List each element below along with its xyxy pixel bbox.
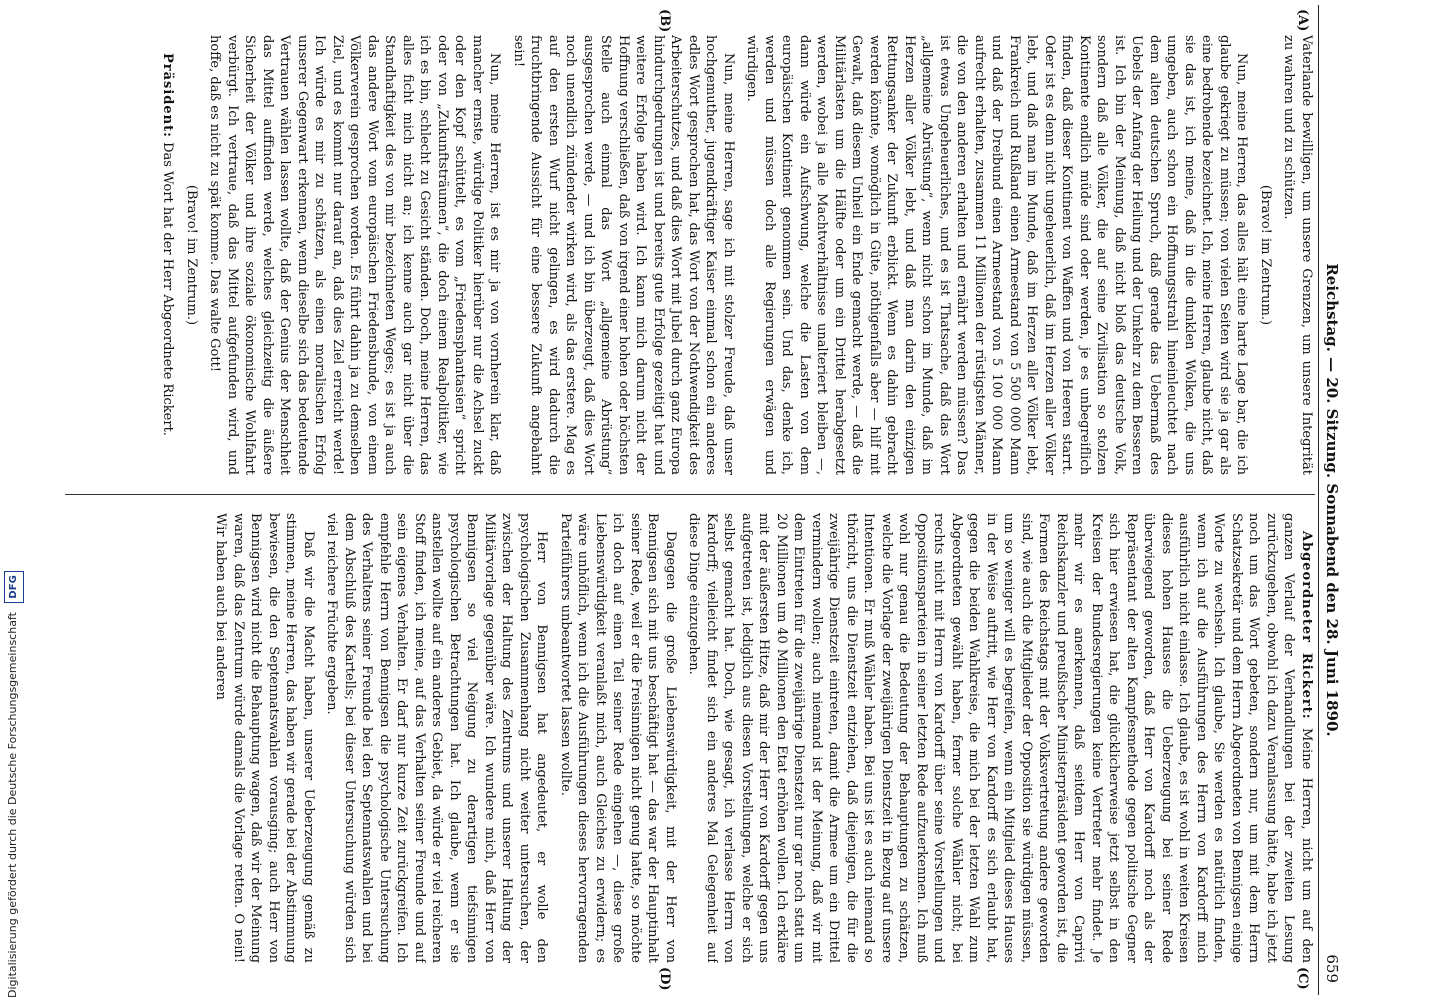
paragraph: Herr von Bennigsen hat angedeutet, er wolle den psychologischen Zusammenhang nicht weiter untersuchen, der zwischen der Haltung des Zentrums und unserer Haltung der Militärvorlage gegenüber wäre. Ich wundere mich, daß Herr von Bennigsen so viel Neigung zu derartigen tiefsinnigen psychologischen Betrachtungen hat. Ich glaube, wenn er sie anstellen wollte auf ein anderes Gebiet, da würde er viel reicheren Stoff finden, ich meine, auf das Verhalten seiner Freunde und auf sein eigenes Verhalten. Er darf nur kurze Zeit zurückgreifen. Ich empfehle Herrn von Bennigsen die psychologische Untersuchung des Verhaltens seiner Freunde bei den Septennatswahlen und bei dem Abschluß des Kartells; bei dieser Untersuchung würden sich viel reichere Früchte ergeben.: [324, 513, 550, 963]
margin-marker-b: (B): [657, 9, 672, 33]
paragraph: Nun, meine Herren, sage ich mit stolzer Freude, daß unser hochgemuther, jugendkräftiger Kaiser einmal schon ein anderes edles Wort gesprochen hat, das Wort von der Nothwendigkeit des Arbeiterschutzes, und daß dies Wort mit Jubel durch ganz Europa hindurchgedrungen ist und bereits gute Erfolge gezeitigt hat und weitere Erfolge haben wird. Ich kann mich darum nicht der Hoffnung verschließen, daß von irgend einer hohen oder höchsten Stelle auch einmal das Wort „allgemeine Abrüstung“ ausgesprochen werde, — und ich bin überzeugt, daß dies Wort noch unendlich zündender wirken wird, als das erstere. Mag es auf den ersten Wurf nicht gelingen, es wird dadurch die fruchtbringende Aussicht für eine bessere Zukunft angebahnt sein!: [511, 35, 736, 475]
page-header-title: Reichstag. — 20. Sitzung. Sonnabend den 28. Juni 1890.: [1323, 263, 1341, 737]
paragraph: Daß wir die Macht haben, unserer Ueberzeugung gemäß zu stimmen, meine Herren, das haben wir gerade bei der Abstimmung bewiesen, die den Septennatswahlen vorausging; auch Herr von Bennigsen wird nicht die Behauptung wagen, daß wir der Meinung waren, daß das Zentrum würde damals die Vorlage retten. O nein! Wir haben auch bei anderen: [213, 513, 316, 963]
page-number: 659: [1323, 954, 1341, 983]
speaker-paragraph: [685, 513, 1315, 963]
dfg-logo: DFG: [4, 571, 24, 602]
document-page: [30, 5, 1345, 995]
credit-text: Digitalisierung gefördert durch die Deutsche Forschungsgemeinschaft: [6, 612, 19, 998]
left-column: [45, 35, 1315, 475]
margin-marker-d: (D): [657, 967, 672, 991]
speaker-paragraph: [159, 35, 177, 475]
speaker-text: Meine Herren, nicht um auf den ganzen Verlauf der Verhandlungen bei der zweiten Lesung zurückzugehen, obwohl ich dazu Veranlassung hätte, habe ich jetzt noch um das Wort gebeten, sondern nur, um mit dem Herrn Schatzsekretär und dem Herrn Abgeordneten von Bennigsen einige Worte zu wechseln. Ich glaube, Sie werden es natürlich finden, wenn ich auf die Ausführungen des Herrn von Kardorff mich ausführlich nicht einlasse. Ich glaube, es ist wohl in weiten Kreisen dieses hohen Hauses die Ueberzeugung bei seiner Rede überwiegend geworden, daß Herr von Kardorff noch als der Repräsentant der alten Kampfesmethode gegen politische Gegner sich hier erwiesen hat, die glücklicherweise jetzt selbst in den Kreisen der Bundesregierungen keine Vertreter mehr findet. Je mehr wir es anerkennen, daß seitdem Herr von Caprivi Reichskanzler und preußischer Ministerpräsident geworden ist, die Formen des Reichstags mit der Volksvertretung andere geworden sind, wie auch die Mitglieder der Opposition sie würdigen müssen, um so weniger will es begreifen, wenn ein Mitglied dieses Hauses in der Weise auftritt, wie Herr von Kardorff es sich erlaubt hat, gegen die beiden Wahlkreise, die mich bei der letzten Wahl zum Abgeordneten gewählt haben, ferner solche Wähler nicht; bei rechts nicht mit Herrn von Kardorff über seine Vorstellungen und Oppositionsparteien in seiner letzten Rede aufzuerkennen. Ich muß wohl nur genau die Bedeutung der Behauptungen zu schätzen, welche die Vorlage der zweijährigen Dienstzeit in Bezug auf unsere Intentionen. Er muß Wähler haben. Bei uns ist es auch niemand so thöricht, uns die Dienstzeit entziehen, daß diejenigen, die für die zweijährige Dienstzeit eintreten, damit die Armee um ein Drittel vermindern wollen; auch niemand ist der Meinung, daß wir mit dem Eintreten für die zweijährige Dienstzeit nur gar noch statt um 20 Millionen um 40 Millionen den Etat erhöhen wollen. Ich erkläre mit der äußersten Hitze, daß mir der Herr von Kardorff gegen uns aufgetreten ist, lediglich aus diesen Vorstellungen, welche er sich selbst gemacht hat. Doch, wie gesagt, ich verlasse Herrn von Kardorff; vielleicht findet sich ein anderes Mal Gelegenheit auf diese Dinge einzugehen.: [686, 513, 1314, 963]
margin-marker-a: (A): [1295, 9, 1310, 32]
paragraph: Dagegen die große Liebenswürdigkeit, mit der Herr von Bennigsen sich mit uns beschäftigt hat — das war der Hauptinhalt seiner Rede, weil er die Freisinnigen nicht genug hatte, so möchte ich doch auf einen Teil seiner Rede eingehen —, diese große Liebenswürdigkeit veranlaßt mich, auch Gleiches zu erwidern; es wäre unhöflich, wenn ich die Ausführungen dieses hervorragenden Parteiführers unbeantwortet lassen wollte.: [558, 513, 678, 963]
speaker-name: Abgeordneter Rickert:: [1299, 531, 1314, 720]
speaker-text: Das Wort hat der Herr Abgeordnete Rickert.: [160, 142, 176, 436]
applause-remark: (Bravo! im Zentrum.): [1258, 184, 1273, 326]
paragraph: Vaterlande bewilligen, um unsere Grenzen, um unsere Integrität zu wahren und zu schützen.: [1281, 35, 1314, 475]
margin-marker-c: (C): [1295, 967, 1310, 990]
paragraph: Nun, meine Herren, das alles hält eine harte Lage bar, die ich glaube gekriegt zu müssen; von vielen Seiten wird sie ja gar als eine bedrohende bezeichnet. Ich, meine Herren, glaube nicht, daß sie das ist, ich meine, daß in die dunklen Wolken, die uns umgeben, auch schon ein Hoffnungsstrahl hineinleuchtet nach dem alten deutschen Spruch, daß gerade das Uebermaß des Uebels der Anfang der Heilung und der Umkehr zu dem Besseren ist. Ich bin der Meinung, daß nicht bloß das deutsche Volk, sondern daß alle Völker, die auf seine Zivilisation so stolzen Kontinente endlich müde sind oder werden, je es unbegreiflich finden, daß dieser Kontinent von Waffen und von Heeren starrt. Oder ist es denn nicht ungeheuerlich, daß im Herzen aller Völker lebt, und daß man im Munde, daß im Herzen aller Völker lebt, Frankreich und Rußland einen Armeestand von 5 500 000 Mann und daß der Dreibund einen Armeestand von 5 100 000 Mann aufrecht erhalten, zusammen 11 Millionen der rüstigsten Männer, die von den anderen erhalten und ernährt werden müssen? Das ist etwas Ungeheuerliches, und es ist Thatsache, daß das Wort „allgemeine Abrüstung“, wenn nicht schon im Munde, daß im Herzen aller Völker lebt, und daß man darin den einzigen Rettungsanker der Zukunft erblickt. Wenn es dahin gebracht werden könnte, womöglich in Güte, nöthigenfalls aber — hilf mit Gewalt, daß diesem Unheil ein Ende gemacht werde, — daß die Militärlasten um die Hälfte oder um ein Drittel herabgesetzt werden, wobei ja alle Machtverhältnisse unalteriert bleiben —, dann würde ein Aufschwung, welche die Lasten von dem europäischen Kontinent genommen sein. Und das, denke ich, werden und müssen doch alle Regierungen erwägen und würdigen.: [744, 35, 1250, 475]
page-header: [1318, 5, 1345, 995]
column-divider: [65, 494, 1315, 495]
applause-remark: (Bravo! im Zentrum.): [184, 184, 199, 326]
paragraph: Nun, meine Herren, ist es mir ja von vornherein klar, daß mancher ernste, würdige Politiker hierüber nur die Achsel zuckt oder den Kopf schüttelt, es vom „Friedensphantasien“ spricht oder von „Zukunftsträumen“, die doch einem Realpolitiker, wie ich es bin, schlecht zu Gesicht ständen. Doch, meine Herren, das alles ficht mich nicht an; ich kenne auch gar nicht über die Standhaftigkeit des von mir bezeichneten Weges; es ist ja auch das andere Wort vom europäischen Friedensbunde, von einem Völkerverein gesprochen worden. Es führt dahin ja zu demselben Ziel, und es kommt nur darauf an, daß dies Ziel erreicht werde! Ich würde es mir zu schätzen, als einen moralischen Erfolg unserer Gegenwart erkennen, wenn dieselbe sich das bedeutende Vertrauen wählen lassen wollte, daß der Genius der Menschheit das Mittel auffinden werde, welches gleichzeitig die äußere Sicherheit der Völker und ihre soziale ökonomische Wohlfahrt verbürgt. Ich vertraue, daß das Mittel aufgefunden wird, und hoffe, daß es nicht zu spät komme. Das walte Gott!: [207, 35, 503, 475]
right-column: [45, 513, 1315, 963]
digitization-credit: [4, 0, 22, 998]
speaker-name: Präsident:: [160, 53, 176, 138]
